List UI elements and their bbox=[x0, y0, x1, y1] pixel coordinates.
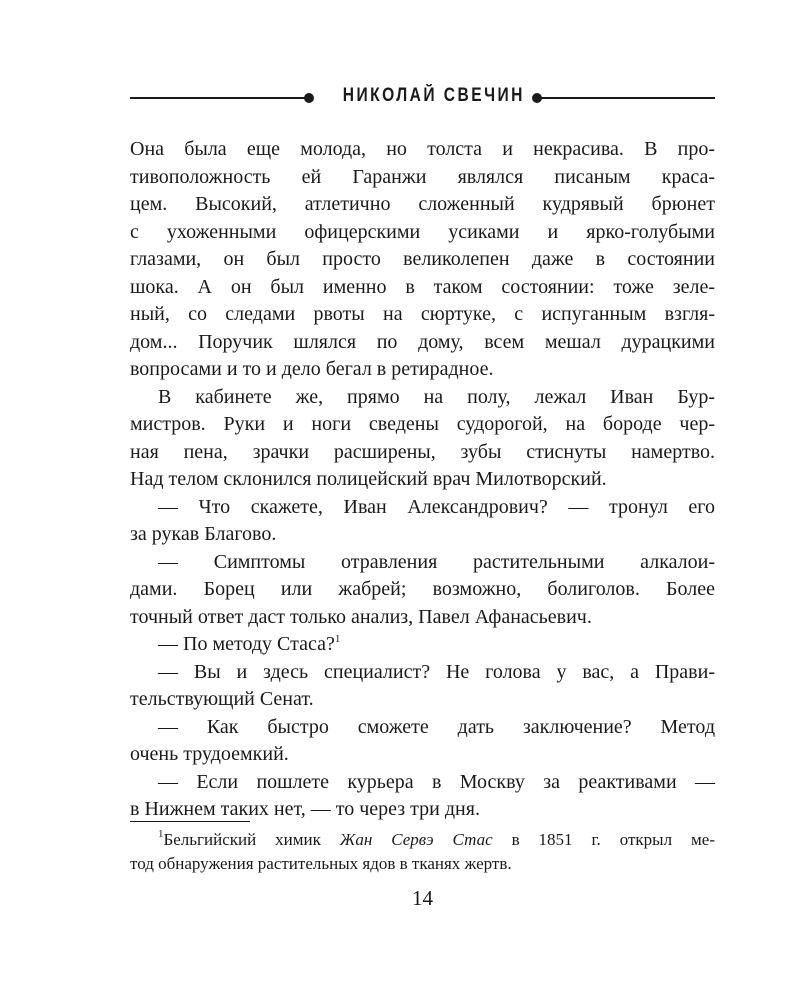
footnote-name: Жан Сервэ Стас bbox=[339, 830, 493, 849]
text-line: — Вы и здесь специалист? Не голова у вас, а Прави- bbox=[158, 660, 715, 683]
text-line: дами. Борец или жабрей; возможно, болиголов. Более bbox=[130, 578, 715, 600]
text-line: цем. Высокий, атлетично сложенный кудрявый брюнет bbox=[130, 193, 715, 215]
text-line: — Если пошлете курьера в Москву за реактивами — bbox=[158, 770, 715, 793]
header-rule-right bbox=[535, 97, 715, 99]
text-line: очень трудоемкий. bbox=[130, 743, 289, 765]
text-line: — Что скажете, Иван Александрович? — тронул его bbox=[158, 495, 715, 518]
header-rule-left bbox=[130, 97, 308, 99]
text-line: в Нижнем таких нет, — то через три дня. bbox=[130, 798, 480, 820]
text-line: — По методу Стаса? bbox=[158, 633, 335, 655]
footnote-text: Бельгийский химик bbox=[163, 830, 340, 849]
text-line: мистров. Руки и ноги сведены судорогой, на бороде чер- bbox=[130, 413, 715, 435]
text-line: ная пена, зрачки расширены, зубы стиснуты намертво. bbox=[130, 440, 715, 463]
footnote-reference: 1 bbox=[334, 633, 341, 645]
text-line: вопросами и то и дело бегал в ретирадное. bbox=[130, 358, 494, 380]
text-line: — Симптомы отравления растительными алкалои- bbox=[158, 550, 715, 573]
text-line: точный ответ даст только анализ, Павел Афанасьевич. bbox=[130, 605, 592, 628]
text-line-with-footnote bbox=[130, 631, 715, 659]
running-header bbox=[130, 83, 715, 113]
page-number: 14 bbox=[412, 886, 433, 910]
footnote-marker: 1 bbox=[158, 828, 164, 840]
text-line: за рукав Благово. bbox=[130, 523, 277, 545]
footnote-text: в 1851 г. открыл ме- bbox=[492, 830, 715, 849]
text-line: Она была еще молода, но толста и некрасива. В про- bbox=[130, 138, 715, 160]
footnote-line bbox=[130, 828, 715, 852]
header-dot-left-icon bbox=[304, 93, 314, 103]
text-line: шока. А он был именно в таком состоянии: тоже зеле- bbox=[130, 275, 715, 298]
text-line: В кабинете же, прямо на полу, лежал Иван Бур- bbox=[158, 385, 715, 408]
text-line: — Как быстро сможете дать заключение? Метод bbox=[158, 715, 715, 738]
text-line: с ухоженными офицерскими усиками и ярко-голубыми bbox=[130, 220, 715, 243]
text-line: тельствующий Сенат. bbox=[130, 688, 314, 710]
footnote-divider bbox=[130, 821, 250, 822]
text-line: тивоположность ей Гаранжи являлся писаным краса- bbox=[130, 165, 715, 188]
text-line: глазами, он был просто великолепен даже в состоянии bbox=[130, 248, 715, 270]
text-line: дом... Поручик шлялся по дому, всем мешал дурацкими bbox=[130, 330, 715, 353]
header-author: НИКОЛАЙ СВЕЧИН bbox=[342, 85, 525, 106]
footnote bbox=[130, 828, 715, 876]
text-line: ный, со следами рвоты на сюртуке, с испуганным взгля- bbox=[130, 303, 715, 325]
body-text bbox=[130, 136, 715, 824]
footnote-line: тод обнаружения растительных ядов в тканях жертв. bbox=[130, 854, 512, 873]
text-line: Над телом склонился полицейский врач Милотворский. bbox=[130, 468, 607, 490]
